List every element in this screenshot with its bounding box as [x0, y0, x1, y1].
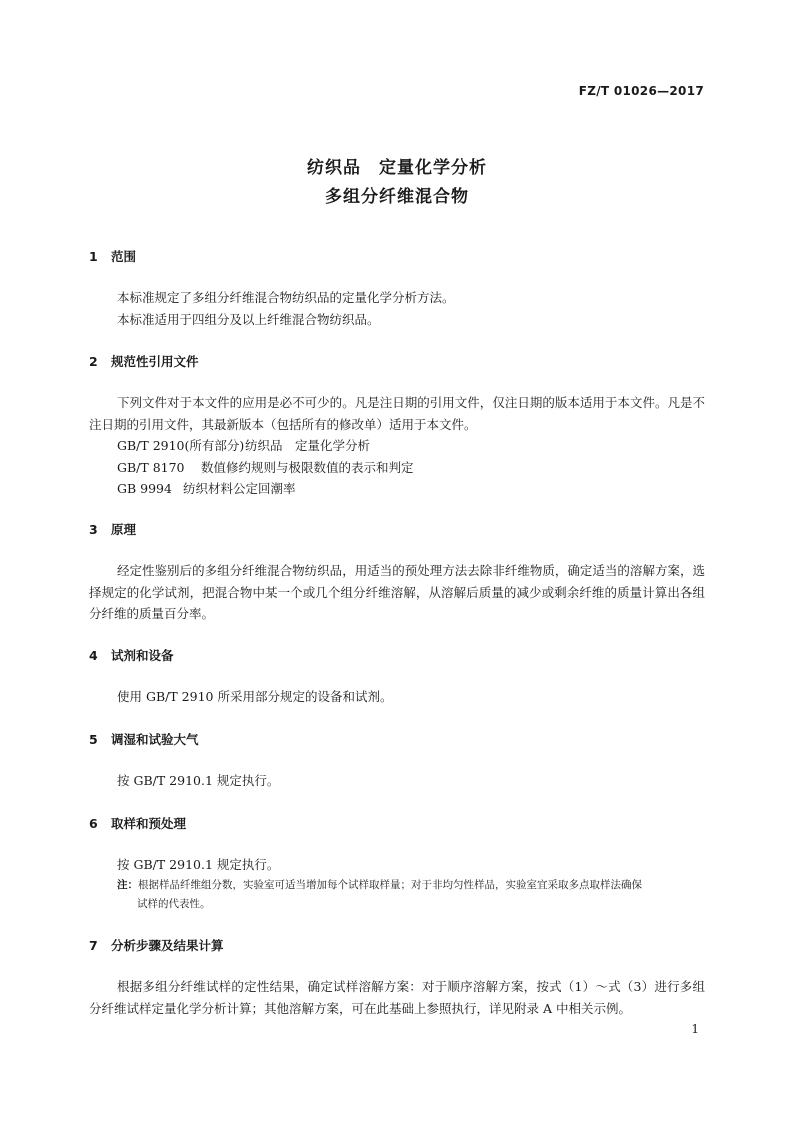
reference-title: 数值修约规则与极限数值的表示和判定: [201, 459, 414, 475]
note-text-continued: 试样的代表性。: [137, 897, 211, 910]
document-title-line-1: 纺织品 定量化学分析: [307, 158, 487, 178]
section-title: 原理: [111, 522, 137, 537]
reference-item: [89, 478, 705, 500]
section-number: 3: [89, 522, 98, 537]
paragraph: 本标准适用于四组分及以上纤维混合物纺织品。: [117, 311, 380, 327]
section-title: 试剂和设备: [111, 648, 174, 663]
section-title: 调湿和试验大气: [111, 732, 199, 747]
paragraph: 本标准规定了多组分纤维混合物纺织品的定量化学分析方法。: [117, 290, 455, 305]
section-title: 取样和预处理: [111, 816, 187, 831]
section-title: 规范性引用文件: [111, 354, 199, 369]
document-title-line-2: 多组分纤维混合物: [325, 187, 469, 207]
section-heading: [89, 814, 705, 834]
section-heading: [89, 247, 705, 267]
section-reagents-apparatus: [89, 646, 705, 708]
section-number: 5: [89, 732, 98, 747]
note-label: 注：: [117, 878, 138, 891]
reference-code: GB/T 8170: [117, 459, 185, 475]
section-number: 7: [89, 938, 98, 953]
page-number: 1: [691, 1022, 699, 1036]
section-heading: [89, 936, 705, 956]
section-scope: [89, 247, 705, 330]
reference-title: 纺织品 定量化学分析: [245, 438, 371, 453]
section-title: 范围: [111, 249, 137, 264]
section-principle: [89, 520, 705, 625]
section-title: 分析步骤及结果计算: [111, 938, 224, 953]
paragraph: 使用 GB/T 2910 所采用部分规定的设备和试剂。: [117, 689, 393, 704]
reference-code: GB 9994: [117, 481, 172, 496]
section-number: 6: [89, 816, 98, 831]
section-heading: [89, 520, 705, 540]
section-normative-references: [89, 352, 705, 500]
section-heading: [89, 730, 705, 750]
reference-title: 纺织材料公定回潮率: [183, 481, 296, 496]
note-text: 根据样品纤维组分数，实验室可适当增加每个试样取样量；对于非均匀性样品，实验室宜采取多点取样法确保: [138, 878, 642, 891]
paragraph: 根据多组分纤维试样的定性结果，确定试样溶解方案：对于顺序溶解方案，按式（1）～式（3）进行多组分纤维试样定量化学分析计算；其他溶解方案，可在此基础上参照执行，详见附录 A 中相关示例。: [89, 979, 705, 1016]
paragraph: 按 GB/T 2910.1 规定执行。: [117, 773, 280, 788]
section-heading: [89, 352, 705, 372]
section-conditioning: [89, 730, 705, 792]
reference-item: [89, 435, 705, 457]
note: [89, 876, 705, 914]
section-heading: [89, 646, 705, 666]
reference-code: GB/T 2910(所有部分): [117, 438, 245, 453]
standard-code: FZ/T 01026—2017: [578, 84, 704, 98]
paragraph: 按 GB/T 2910.1 规定执行。: [117, 857, 280, 872]
section-number: 1: [89, 249, 98, 264]
section-number: 2: [89, 354, 98, 369]
reference-item: [89, 457, 705, 479]
paragraph: 经定性鉴别后的多组分纤维混合物纺织品，用适当的预处理方法去除非纤维物质，确定适当的溶解方案，选择规定的化学试剂，把混合物中某一个或几个组分纤维溶解，从溶解后质量的减少或剩余纤维的质量计算出各组分纤维的质量百分率。: [89, 563, 705, 621]
paragraph: 下列文件对于本文件的应用是必不可少的。凡是注日期的引用文件，仅注日期的版本适用于本文件。凡是不注日期的引用文件，其最新版本（包括所有的修改单）适用于本文件。: [89, 395, 705, 432]
section-sampling-pretreatment: [89, 814, 705, 914]
section-analysis-procedure: [89, 936, 705, 1019]
section-number: 4: [89, 648, 98, 663]
